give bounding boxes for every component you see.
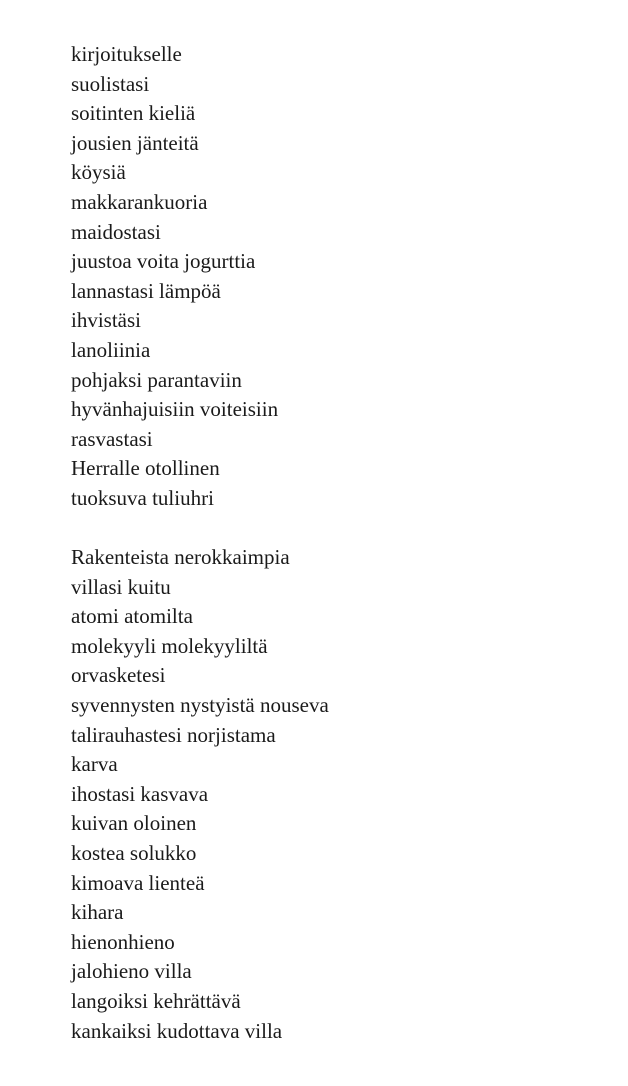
- poem-line: rasvastasi: [71, 426, 153, 451]
- poem-line: Rakenteista nerokkaimpia: [71, 545, 290, 569]
- poem-line: jousien jänteitä: [71, 130, 199, 155]
- poem-line: hyvänhajuisiin voiteisiin: [71, 397, 279, 422]
- poem-line: köysiä: [71, 160, 126, 185]
- poem-line: molekyyli molekyyliltä: [71, 633, 268, 658]
- poem-page: [71, 40, 611, 1046]
- poem-line: hienonhieno: [71, 929, 175, 954]
- stanza-1: [71, 40, 611, 514]
- poem-line: villasi kuitu: [71, 574, 171, 599]
- poem-line: ihostasi kasvava: [71, 781, 209, 806]
- poem-line: maidostasi: [71, 219, 161, 244]
- poem-line: suolistasi: [71, 71, 150, 96]
- poem-line: kankaiksi kudottava villa: [71, 1018, 283, 1043]
- poem-line: pohjaksi parantaviin: [71, 367, 242, 392]
- poem-line: makkarankuoria: [71, 189, 208, 214]
- poem-line: kihara: [71, 900, 124, 925]
- poem-line: ihvistäsi: [71, 308, 142, 333]
- poem-line: tuoksuva tuliuhri: [71, 485, 214, 510]
- poem-line: karva: [71, 752, 118, 777]
- poem-line: Herralle otollinen: [71, 456, 220, 481]
- poem-line: langoiksi kehrättävä: [71, 988, 241, 1013]
- poem-line: orvasketesi: [71, 663, 166, 688]
- poem-line: jalohieno villa: [71, 959, 192, 984]
- poem-line: syvennysten nystyistä nouseva: [71, 692, 329, 717]
- poem-line: juustoa voita jogurttia: [71, 249, 256, 274]
- poem-line: soitinten kieliä: [71, 101, 196, 126]
- poem-line: kirjoitukselle: [71, 42, 182, 66]
- poem-line: lanoliinia: [71, 337, 151, 362]
- stanza-2: [71, 543, 611, 1046]
- poem-line: talirauhastesi norjistama: [71, 722, 276, 747]
- poem-line: kostea solukko: [71, 840, 197, 865]
- poem-line: lannastasi lämpöä: [71, 278, 221, 303]
- poem-line: atomi atomilta: [71, 604, 193, 629]
- poem-line: kuivan oloinen: [71, 811, 197, 836]
- poem-line: kimoava lienteä: [71, 870, 205, 895]
